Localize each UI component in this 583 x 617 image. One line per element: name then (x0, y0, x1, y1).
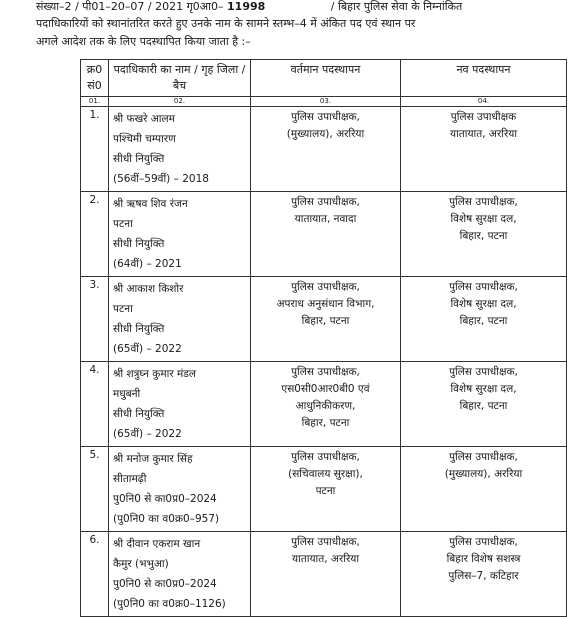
current-posting-cell (251, 192, 401, 277)
table-row (81, 362, 567, 447)
table-row (81, 192, 567, 277)
current-posting-cell (251, 362, 401, 447)
current-posting-line: बिहार, पटना (301, 315, 350, 327)
officer-detail-line: श्री मनोज कुमार सिंह (113, 453, 193, 465)
order-body-line-2: पदाधिकारियों को स्थानांतरित करते हुए उनके नाम के सामने स्तम्भ–4 में अंकित पद एवं स्थान पर (36, 17, 416, 30)
new-posting-line: विशेष सुरक्षा दल, (450, 383, 517, 395)
officer-detail-line: मधुबनी (113, 388, 141, 400)
new-posting-line: पुलिस–7, कटिहार (448, 570, 519, 582)
current-posting-line: अपराध अनुसंधान विभाग, (276, 298, 375, 310)
officer-detail-line: पटना (113, 218, 133, 230)
order-reference-suffix: / बिहार पुलिस सेवा के निम्नांकित (330, 0, 463, 13)
current-posting-cell (251, 447, 401, 532)
column-number: 03. (251, 97, 401, 107)
current-posting-line: पुलिस उपाधीक्षक, (291, 281, 360, 293)
table-row (81, 107, 567, 192)
officer-detail-line: सीधी नियुक्ति (113, 153, 165, 165)
new-posting-line: पुलिस उपाधीक्षक, (449, 366, 518, 378)
header-current-posting: वर्तमान पदस्थापन (251, 60, 401, 97)
new-posting-line: बिहार, पटना (459, 230, 508, 242)
current-posting-line: पुलिस उपाधीक्षक, (291, 451, 360, 463)
new-posting-cell (401, 447, 567, 532)
officer-detail-cell (109, 447, 251, 532)
officer-detail-line: कैमुर (भभुआ) (113, 558, 169, 570)
column-number: 04. (401, 97, 567, 107)
header-serial-number: क्र0 सं0 (81, 60, 109, 97)
officer-detail-cell (109, 532, 251, 617)
column-number: 02. (109, 97, 251, 107)
serial-number-cell: 6. (81, 532, 109, 617)
new-posting-line: पुलिस उपाधीक्षक (450, 111, 517, 123)
officer-detail-line: (65वीं) – 2022 (113, 428, 182, 440)
new-posting-line: विशेष सुरक्षा दल, (450, 298, 517, 310)
officer-detail-cell (109, 107, 251, 192)
current-posting-line: पुलिस उपाधीक्षक, (291, 196, 360, 208)
current-posting-line: पुलिस उपाधीक्षक, (291, 536, 360, 548)
officer-detail-line: सीतामढ़ी (113, 473, 147, 485)
current-posting-line: यातायात, अररिया (291, 553, 360, 565)
officer-detail-line: श्री शत्रुघ्न कुमार मंडल (113, 368, 196, 380)
new-posting-line: (मुख्यालय), अररिया (444, 468, 523, 480)
officer-detail-cell (109, 192, 251, 277)
officer-detail-line: सीधी नियुक्ति (113, 408, 165, 420)
officer-detail-line: पटना (113, 303, 133, 315)
current-posting-line: पुलिस उपाधीक्षक, (291, 111, 360, 123)
officer-detail-line: श्री दीवान एकराम खान (113, 538, 201, 550)
order-body-line-3: अगले आदेश तक के लिए पदस्थापित किया जाता है :– (36, 35, 251, 48)
new-posting-cell (401, 362, 567, 447)
officer-detail-line: (65वीं) – 2022 (113, 343, 182, 355)
header-officer-name: पदाधिकारी का नाम / गृह जिला / बैच (109, 60, 251, 97)
officer-detail-line: (64वीं) – 2021 (113, 258, 182, 270)
officer-detail-line: (पु0नि0 का व0क्र0–957) (113, 513, 220, 525)
current-posting-line: पटना (315, 485, 336, 497)
table-row (81, 277, 567, 362)
new-posting-cell (401, 192, 567, 277)
new-posting-line: पुलिस उपाधीक्षक, (449, 281, 518, 293)
new-posting-line: विशेष सुरक्षा दल, (450, 213, 517, 225)
order-reference-line (36, 0, 462, 14)
new-posting-line: बिहार, पटना (459, 315, 508, 327)
officer-detail-line: (पु0नि0 का व0क्र0–1126) (113, 598, 226, 610)
new-posting-line: यातायात, अररिया (449, 128, 518, 140)
current-posting-line: बिहार, पटना (301, 417, 350, 429)
new-posting-cell (401, 107, 567, 192)
column-number-row (81, 97, 567, 107)
serial-number-cell: 2. (81, 192, 109, 277)
serial-number-cell: 1. (81, 107, 109, 192)
current-posting-line: पुलिस उपाधीक्षक, (291, 366, 360, 378)
order-number: 11998 (227, 0, 266, 13)
serial-number-cell: 5. (81, 447, 109, 532)
officer-detail-line: श्री आकाश किशोर (113, 283, 184, 295)
current-posting-cell (251, 532, 401, 617)
current-posting-line: (सचिवालय सुरक्षा), (288, 468, 363, 480)
officer-detail-line: पु0नि0 से का0प्र0–2024 (113, 578, 217, 590)
officer-detail-cell (109, 277, 251, 362)
new-posting-line: पुलिस उपाधीक्षक, (449, 536, 518, 548)
new-posting-line: बिहार, पटना (459, 400, 508, 412)
serial-number-cell: 3. (81, 277, 109, 362)
table-row (81, 447, 567, 532)
new-posting-cell (401, 532, 567, 617)
order-reference-prefix: संख्या–2 / पी01–20–07 / 2021 गृ0आ0– (36, 0, 224, 13)
column-number: 01. (81, 97, 109, 107)
officer-detail-line: पु0नि0 से का0प्र0–2024 (113, 493, 217, 505)
posting-table (80, 59, 567, 617)
officer-detail-line: (56वीं–59वीं) – 2018 (113, 173, 209, 185)
new-posting-cell (401, 277, 567, 362)
officer-detail-line: सीधी नियुक्ति (113, 323, 165, 335)
table-row (81, 532, 567, 617)
header-new-posting: नव पदस्थापन (401, 60, 567, 97)
current-posting-line: आधुनिकीकरण, (295, 400, 356, 412)
officer-detail-line: पश्चिमी चम्पारण (113, 133, 176, 145)
new-posting-line: पुलिस उपाधीक्षक, (449, 451, 518, 463)
current-posting-cell (251, 277, 401, 362)
officer-detail-cell (109, 362, 251, 447)
current-posting-line: यातायात, नवादा (294, 213, 357, 225)
new-posting-line: बिहार विशेष सशस्त्र (446, 553, 521, 565)
table-header-row (81, 60, 567, 97)
new-posting-line: पुलिस उपाधीक्षक, (449, 196, 518, 208)
current-posting-line: एस0सी0आर0बी0 एवं (281, 383, 370, 395)
officer-detail-line: श्री फखरे आलम (113, 113, 175, 125)
current-posting-cell (251, 107, 401, 192)
officer-detail-line: सीधी नियुक्ति (113, 238, 165, 250)
serial-number-cell: 4. (81, 362, 109, 447)
officer-detail-line: श्री ऋषव शिव रंजन (113, 198, 188, 210)
current-posting-line: (मुख्यालय), अररिया (286, 128, 365, 140)
